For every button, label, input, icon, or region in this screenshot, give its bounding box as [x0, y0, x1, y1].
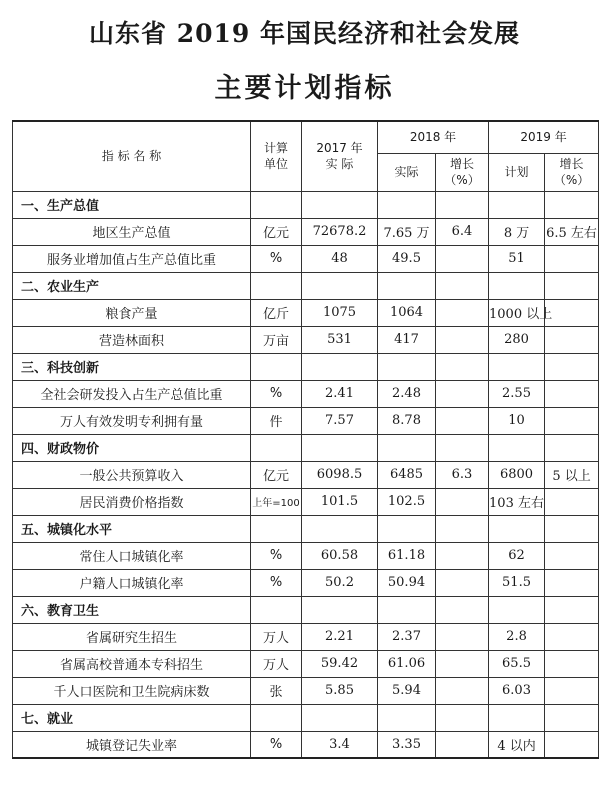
growth-2019	[545, 299, 599, 326]
empty-cell	[436, 515, 489, 542]
plan-2019: 6800	[489, 461, 545, 488]
actual-2018: 2.48	[378, 380, 436, 407]
empty-cell	[545, 272, 599, 299]
table-row	[13, 569, 599, 596]
empty-cell	[545, 191, 599, 218]
section-title: 七、就业	[13, 704, 251, 731]
indicator-name: 全社会研发投入占生产总值比重	[13, 380, 251, 407]
growth-2019	[545, 245, 599, 272]
section-row	[13, 515, 599, 542]
growth-2018	[436, 407, 489, 434]
value-2017: 2.41	[302, 380, 378, 407]
plan-2019: 51.5	[489, 569, 545, 596]
indicator-name: 居民消费价格指数	[13, 488, 251, 515]
empty-cell	[545, 515, 599, 542]
growth-2018	[436, 677, 489, 704]
value-2017: 2.21	[302, 623, 378, 650]
actual-2018: 417	[378, 326, 436, 353]
table-row	[13, 299, 599, 326]
growth-2018	[436, 326, 489, 353]
actual-2018: 102.5	[378, 488, 436, 515]
indicator-name: 户籍人口城镇化率	[13, 569, 251, 596]
table-row	[13, 542, 599, 569]
growth-2019: 5 以上	[545, 461, 599, 488]
empty-cell	[251, 191, 302, 218]
empty-cell	[302, 704, 378, 731]
growth-2019	[545, 569, 599, 596]
section-row	[13, 434, 599, 461]
value-2017: 6098.5	[302, 461, 378, 488]
table-row	[13, 461, 599, 488]
empty-cell	[302, 596, 378, 623]
unit-cell: 上年=100	[251, 488, 302, 515]
unit-cell: %	[251, 569, 302, 596]
empty-cell	[251, 704, 302, 731]
empty-cell	[545, 434, 599, 461]
empty-cell	[436, 434, 489, 461]
empty-cell	[251, 515, 302, 542]
growth-2018	[436, 623, 489, 650]
growth-2018	[436, 731, 489, 758]
empty-cell	[545, 596, 599, 623]
header-2019-growth: 增长 （%）	[545, 153, 599, 191]
value-2017: 48	[302, 245, 378, 272]
indicator-name: 万人有效发明专利拥有量	[13, 407, 251, 434]
section-title: 四、财政物价	[13, 434, 251, 461]
indicator-name: 省属高校普通本专科招生	[13, 650, 251, 677]
growth-2018	[436, 650, 489, 677]
empty-cell	[545, 704, 599, 731]
growth-2019	[545, 542, 599, 569]
unit-cell: 万人	[251, 650, 302, 677]
section-title: 五、城镇化水平	[13, 515, 251, 542]
value-2017: 50.2	[302, 569, 378, 596]
actual-2018: 49.5	[378, 245, 436, 272]
empty-cell	[436, 704, 489, 731]
empty-cell	[302, 353, 378, 380]
empty-cell	[302, 515, 378, 542]
empty-cell	[251, 596, 302, 623]
empty-cell	[489, 434, 545, 461]
growth-2019	[545, 488, 599, 515]
actual-2018: 7.65 万	[378, 218, 436, 245]
empty-cell	[489, 704, 545, 731]
unit-cell: 件	[251, 407, 302, 434]
unit-cell: 亿元	[251, 218, 302, 245]
empty-cell	[378, 515, 436, 542]
actual-2018: 50.94	[378, 569, 436, 596]
empty-cell	[251, 434, 302, 461]
actual-2018: 61.06	[378, 650, 436, 677]
actual-2018: 61.18	[378, 542, 436, 569]
value-2017: 7.57	[302, 407, 378, 434]
document-subtitle: 主要计划指标	[214, 73, 395, 104]
growth-2018: 6.4	[436, 218, 489, 245]
section-title: 六、教育卫生	[13, 596, 251, 623]
empty-cell	[302, 272, 378, 299]
growth-2018	[436, 299, 489, 326]
empty-cell	[489, 353, 545, 380]
growth-2019	[545, 326, 599, 353]
empty-cell	[436, 596, 489, 623]
empty-cell	[302, 434, 378, 461]
unit-cell: %	[251, 731, 302, 758]
empty-cell	[378, 704, 436, 731]
unit-cell: 亿元	[251, 461, 302, 488]
growth-2018: 6.3	[436, 461, 489, 488]
table-row	[13, 731, 599, 758]
plan-2019: 103 左右	[489, 488, 545, 515]
unit-cell: %	[251, 245, 302, 272]
table-row	[13, 218, 599, 245]
indicator-name: 千人口医院和卫生院病床数	[13, 677, 251, 704]
empty-cell	[378, 434, 436, 461]
table-row	[13, 245, 599, 272]
plan-2019: 10	[489, 407, 545, 434]
actual-2018: 5.94	[378, 677, 436, 704]
value-2017: 72678.2	[302, 218, 378, 245]
empty-cell	[378, 596, 436, 623]
indicator-name: 营造林面积	[13, 326, 251, 353]
growth-2018	[436, 569, 489, 596]
plan-2019: 4 以内	[489, 731, 545, 758]
growth-2019	[545, 650, 599, 677]
header-2018: 2018 年	[378, 121, 489, 153]
actual-2018: 2.37	[378, 623, 436, 650]
header-2018-growth: 增长 （%）	[436, 153, 489, 191]
empty-cell	[378, 353, 436, 380]
growth-2018	[436, 245, 489, 272]
plan-2019: 51	[489, 245, 545, 272]
indicator-name: 城镇登记失业率	[13, 731, 251, 758]
value-2017: 1075	[302, 299, 378, 326]
header-row-top	[13, 121, 599, 153]
table-row	[13, 326, 599, 353]
table-row	[13, 488, 599, 515]
indicator-name: 省属研究生招生	[13, 623, 251, 650]
actual-2018: 1064	[378, 299, 436, 326]
indicator-name: 服务业增加值占生产总值比重	[13, 245, 251, 272]
actual-2018: 6485	[378, 461, 436, 488]
value-2017: 5.85	[302, 677, 378, 704]
header-indicator: 指 标 名 称	[13, 121, 251, 191]
growth-2019	[545, 731, 599, 758]
empty-cell	[436, 353, 489, 380]
growth-2019	[545, 407, 599, 434]
plan-2019: 280	[489, 326, 545, 353]
section-row	[13, 596, 599, 623]
empty-cell	[489, 272, 545, 299]
plan-2019: 2.55	[489, 380, 545, 407]
unit-cell: 万人	[251, 623, 302, 650]
plan-2019: 62	[489, 542, 545, 569]
empty-cell	[545, 353, 599, 380]
plan-2019: 8 万	[489, 218, 545, 245]
empty-cell	[302, 191, 378, 218]
unit-cell: %	[251, 380, 302, 407]
empty-cell	[251, 353, 302, 380]
empty-cell	[436, 191, 489, 218]
empty-cell	[378, 272, 436, 299]
table-row	[13, 407, 599, 434]
section-row	[13, 704, 599, 731]
empty-cell	[489, 596, 545, 623]
value-2017: 3.4	[302, 731, 378, 758]
empty-cell	[489, 515, 545, 542]
value-2017: 101.5	[302, 488, 378, 515]
indicator-table	[12, 120, 599, 759]
growth-2019	[545, 623, 599, 650]
table-row	[13, 650, 599, 677]
value-2017: 59.42	[302, 650, 378, 677]
section-row	[13, 353, 599, 380]
growth-2018	[436, 542, 489, 569]
section-row	[13, 272, 599, 299]
empty-cell	[251, 272, 302, 299]
indicator-name: 常住人口城镇化率	[13, 542, 251, 569]
indicator-name: 一般公共预算收入	[13, 461, 251, 488]
document-title: 山东省 2019 年国民经济和社会发展	[89, 19, 520, 48]
header-unit: 计算 单位	[251, 121, 302, 191]
unit-cell: 亿斤	[251, 299, 302, 326]
indicator-name: 粮食产量	[13, 299, 251, 326]
plan-2019: 6.03	[489, 677, 545, 704]
growth-2019: 6.5 左右	[545, 218, 599, 245]
actual-2018: 8.78	[378, 407, 436, 434]
header-2019-plan: 计划	[489, 153, 545, 191]
empty-cell	[378, 191, 436, 218]
unit-cell: 张	[251, 677, 302, 704]
plan-2019: 2.8	[489, 623, 545, 650]
growth-2019	[545, 380, 599, 407]
header-2018-actual: 实际	[378, 153, 436, 191]
header-2017-actual: 2017 年 实 际	[302, 121, 378, 191]
growth-2019	[545, 677, 599, 704]
section-title: 一、生产总值	[13, 191, 251, 218]
indicator-name: 地区生产总值	[13, 218, 251, 245]
section-title: 三、科技创新	[13, 353, 251, 380]
section-row	[13, 191, 599, 218]
value-2017: 531	[302, 326, 378, 353]
growth-2018	[436, 380, 489, 407]
plan-2019: 1000 以上	[489, 299, 545, 326]
table-row	[13, 677, 599, 704]
empty-cell	[489, 191, 545, 218]
header-2019: 2019 年	[489, 121, 599, 153]
value-2017: 60.58	[302, 542, 378, 569]
table-row	[13, 380, 599, 407]
unit-cell: %	[251, 542, 302, 569]
table-row	[13, 623, 599, 650]
empty-cell	[436, 272, 489, 299]
actual-2018: 3.35	[378, 731, 436, 758]
unit-cell: 万亩	[251, 326, 302, 353]
plan-2019: 65.5	[489, 650, 545, 677]
growth-2018	[436, 488, 489, 515]
section-title: 二、农业生产	[13, 272, 251, 299]
